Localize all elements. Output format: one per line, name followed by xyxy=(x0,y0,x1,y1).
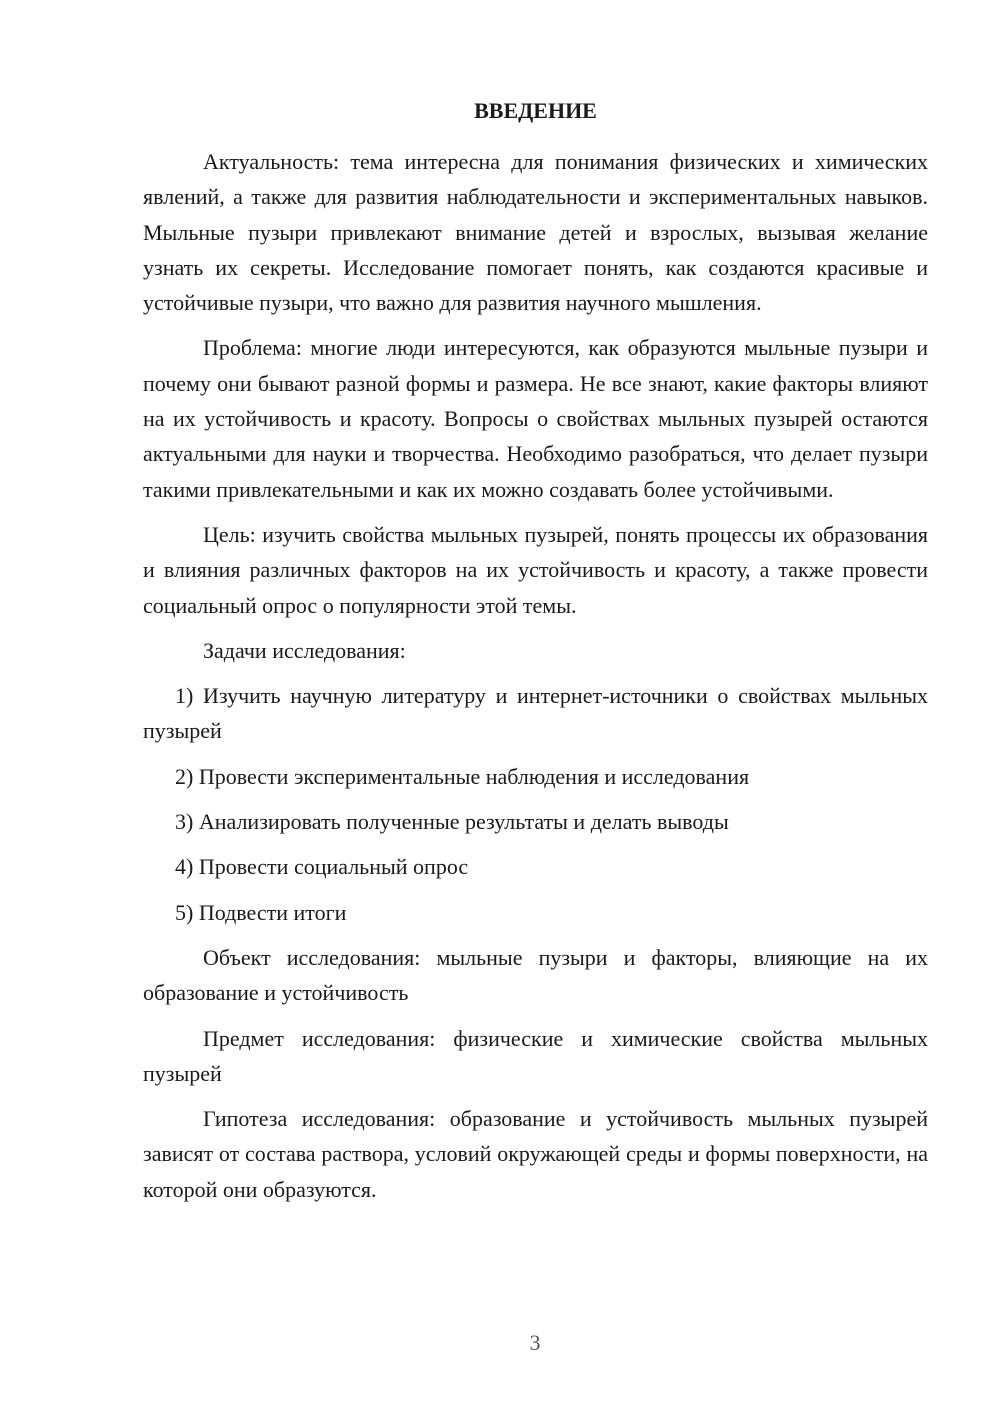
paragraph-relevance: Актуальность: тема интересна для понимания физических и химических явлений, а также для развития наблюдательности и экспериментальных навыков. Мыльные пузыри привлекают внимание детей и взрослых, вызывая желание узнать их секреты. Исследование помогает понять, как создаются красивые и устойчивые пузыри, что важно для развития научного мышления. xyxy=(143,149,928,316)
task-item-3: 3) Анализировать полученные результаты и делать выводы xyxy=(175,809,729,835)
paragraph-subject: Предмет исследования: физические и химические свойства мыльных пузырей xyxy=(143,1025,928,1086)
page-number: 3 xyxy=(529,1330,541,1355)
task-item-4: 4) Провести социальный опрос xyxy=(175,854,469,880)
document-page xyxy=(143,93,928,1217)
paragraph-goal: Цель: изучить свойства мыльных пузырей, понять процессы их образования и влияния различных факторов на их устойчивость и красоту, а также провести социальный опрос о популярности этой темы. xyxy=(143,521,928,618)
tasks-heading: Задачи исследования: xyxy=(203,637,406,663)
task-item-1: 1) Изучить научную литературу и интернет-источники о свойствах мыльных пузырей xyxy=(143,683,928,744)
paragraph-problem: Проблема: многие люди интересуются, как образуются мыльные пузыри и почему они бывают разной формы и размера. Не все знают, какие факторы влияют на их устойчивость и красоту. Вопросы о свойствах мыльных пузырей остаются актуальными для науки и творчества. Необходимо разобраться, что делает пузыри такими привлекательными и как их можно создавать более устойчивыми. xyxy=(143,335,928,502)
task-item-5: 5) Подвести итоги xyxy=(175,899,347,925)
task-item-2: 2) Провести экспериментальные наблюдения и исследования xyxy=(175,763,750,789)
paragraph-hypothesis: Гипотеза исследования: образование и устойчивость мыльных пузырей зависят от состава раствора, условий окружающей среды и формы поверхности, на которой они образуются. xyxy=(143,1106,928,1202)
paragraph-object: Объект исследования: мыльные пузыри и факторы, влияющие на их образование и устойчивость xyxy=(143,944,928,1006)
section-title: ВВЕДЕНИЕ xyxy=(474,98,597,123)
